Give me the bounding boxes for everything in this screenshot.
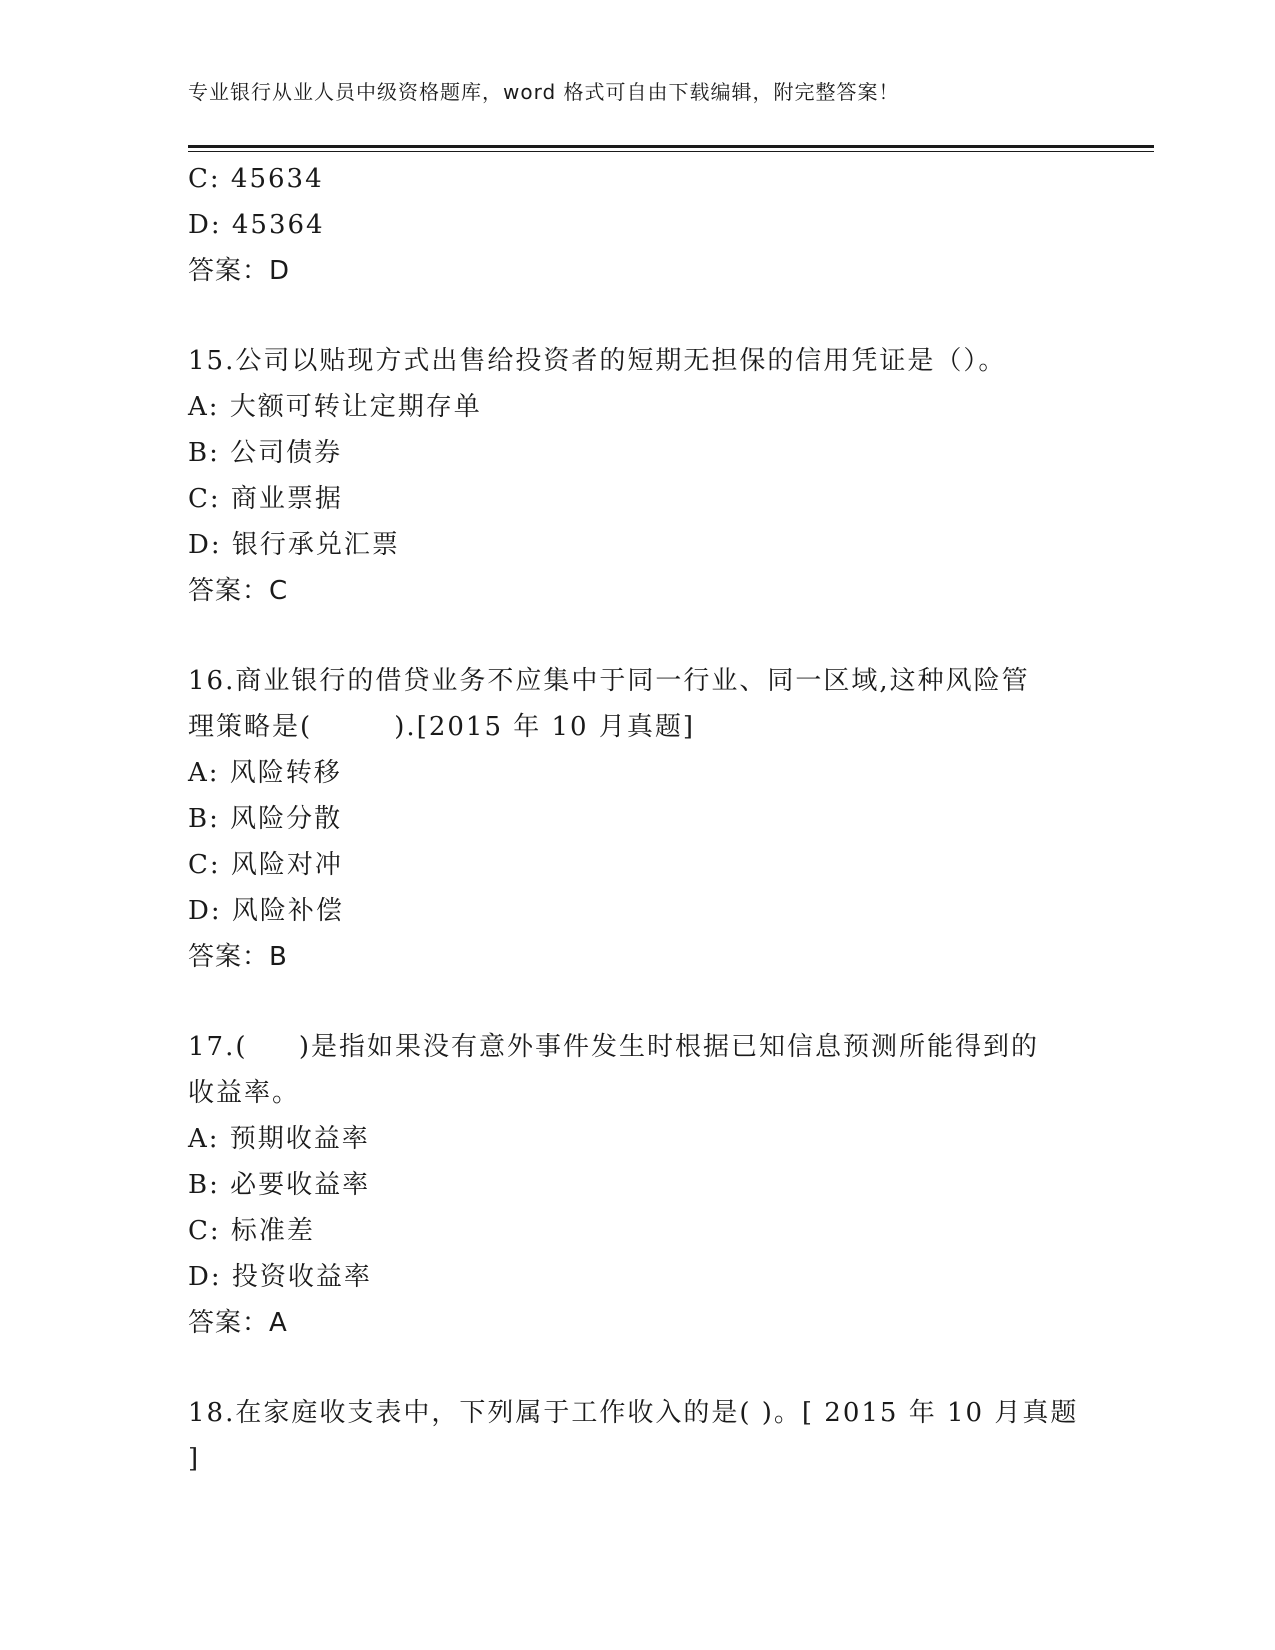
- question-stem-line1: 18.在家庭收支表中，下列属于工作收入的是( )。[ 2015 年 10 月真题: [188, 1398, 1079, 1428]
- question-stem-line2: 理策略是( ).[2015 年 10 月真题]: [188, 712, 696, 742]
- option-c: C: 风险对冲: [188, 850, 343, 880]
- previous-question-tail: [188, 156, 1088, 294]
- answer-line: 答案：A: [188, 1308, 288, 1338]
- option-d: D: 45364: [188, 210, 325, 240]
- option-d: D: 投资收益率: [188, 1262, 372, 1292]
- question-stem: 15.公司以贴现方式出售给投资者的短期无担保的信用凭证是（）。: [188, 346, 1007, 376]
- answer-line: 答案：C: [188, 576, 289, 606]
- question-17: [188, 1024, 1088, 1346]
- header-divider-thick: [188, 145, 1154, 148]
- question-content: [188, 156, 1088, 1482]
- question-stem-line1: 17.( )是指如果没有意外事件发生时根据已知信息预测所能得到的: [188, 1032, 1039, 1062]
- question-16: [188, 658, 1088, 980]
- question-15: [188, 338, 1088, 614]
- question-stem-line2: 收益率。: [188, 1078, 301, 1108]
- option-a: A: 大额可转让定期存单: [188, 392, 482, 422]
- spacer: [188, 294, 1088, 338]
- option-b: B: 必要收益率: [188, 1170, 371, 1200]
- option-d: D: 银行承兑汇票: [188, 530, 400, 560]
- answer-line: 答案：B: [188, 942, 288, 972]
- option-c: C: 商业票据: [188, 484, 343, 514]
- option-d: D: 风险补偿: [188, 896, 344, 926]
- spacer: [188, 980, 1088, 1024]
- option-c: C: 45634: [188, 164, 324, 194]
- answer-line: 答案：D: [188, 256, 291, 286]
- spacer: [188, 1346, 1088, 1390]
- page-header: 专业银行从业人员中级资格题库，word 格式可自由下载编辑，附完整答案！: [188, 80, 900, 104]
- option-a: A: 预期收益率: [188, 1124, 370, 1154]
- header-divider-thin: [188, 151, 1154, 152]
- question-18: [188, 1390, 1088, 1482]
- option-b: B: 公司债券: [188, 438, 343, 468]
- option-b: B: 风险分散: [188, 804, 343, 834]
- option-a: A: 风险转移: [188, 758, 342, 788]
- option-c: C: 标准差: [188, 1216, 315, 1246]
- question-stem-line2: ]: [188, 1444, 201, 1474]
- question-stem-line1: 16.商业银行的借贷业务不应集中于同一行业、同一区域,这种风险管: [188, 666, 1030, 696]
- spacer: [188, 614, 1088, 658]
